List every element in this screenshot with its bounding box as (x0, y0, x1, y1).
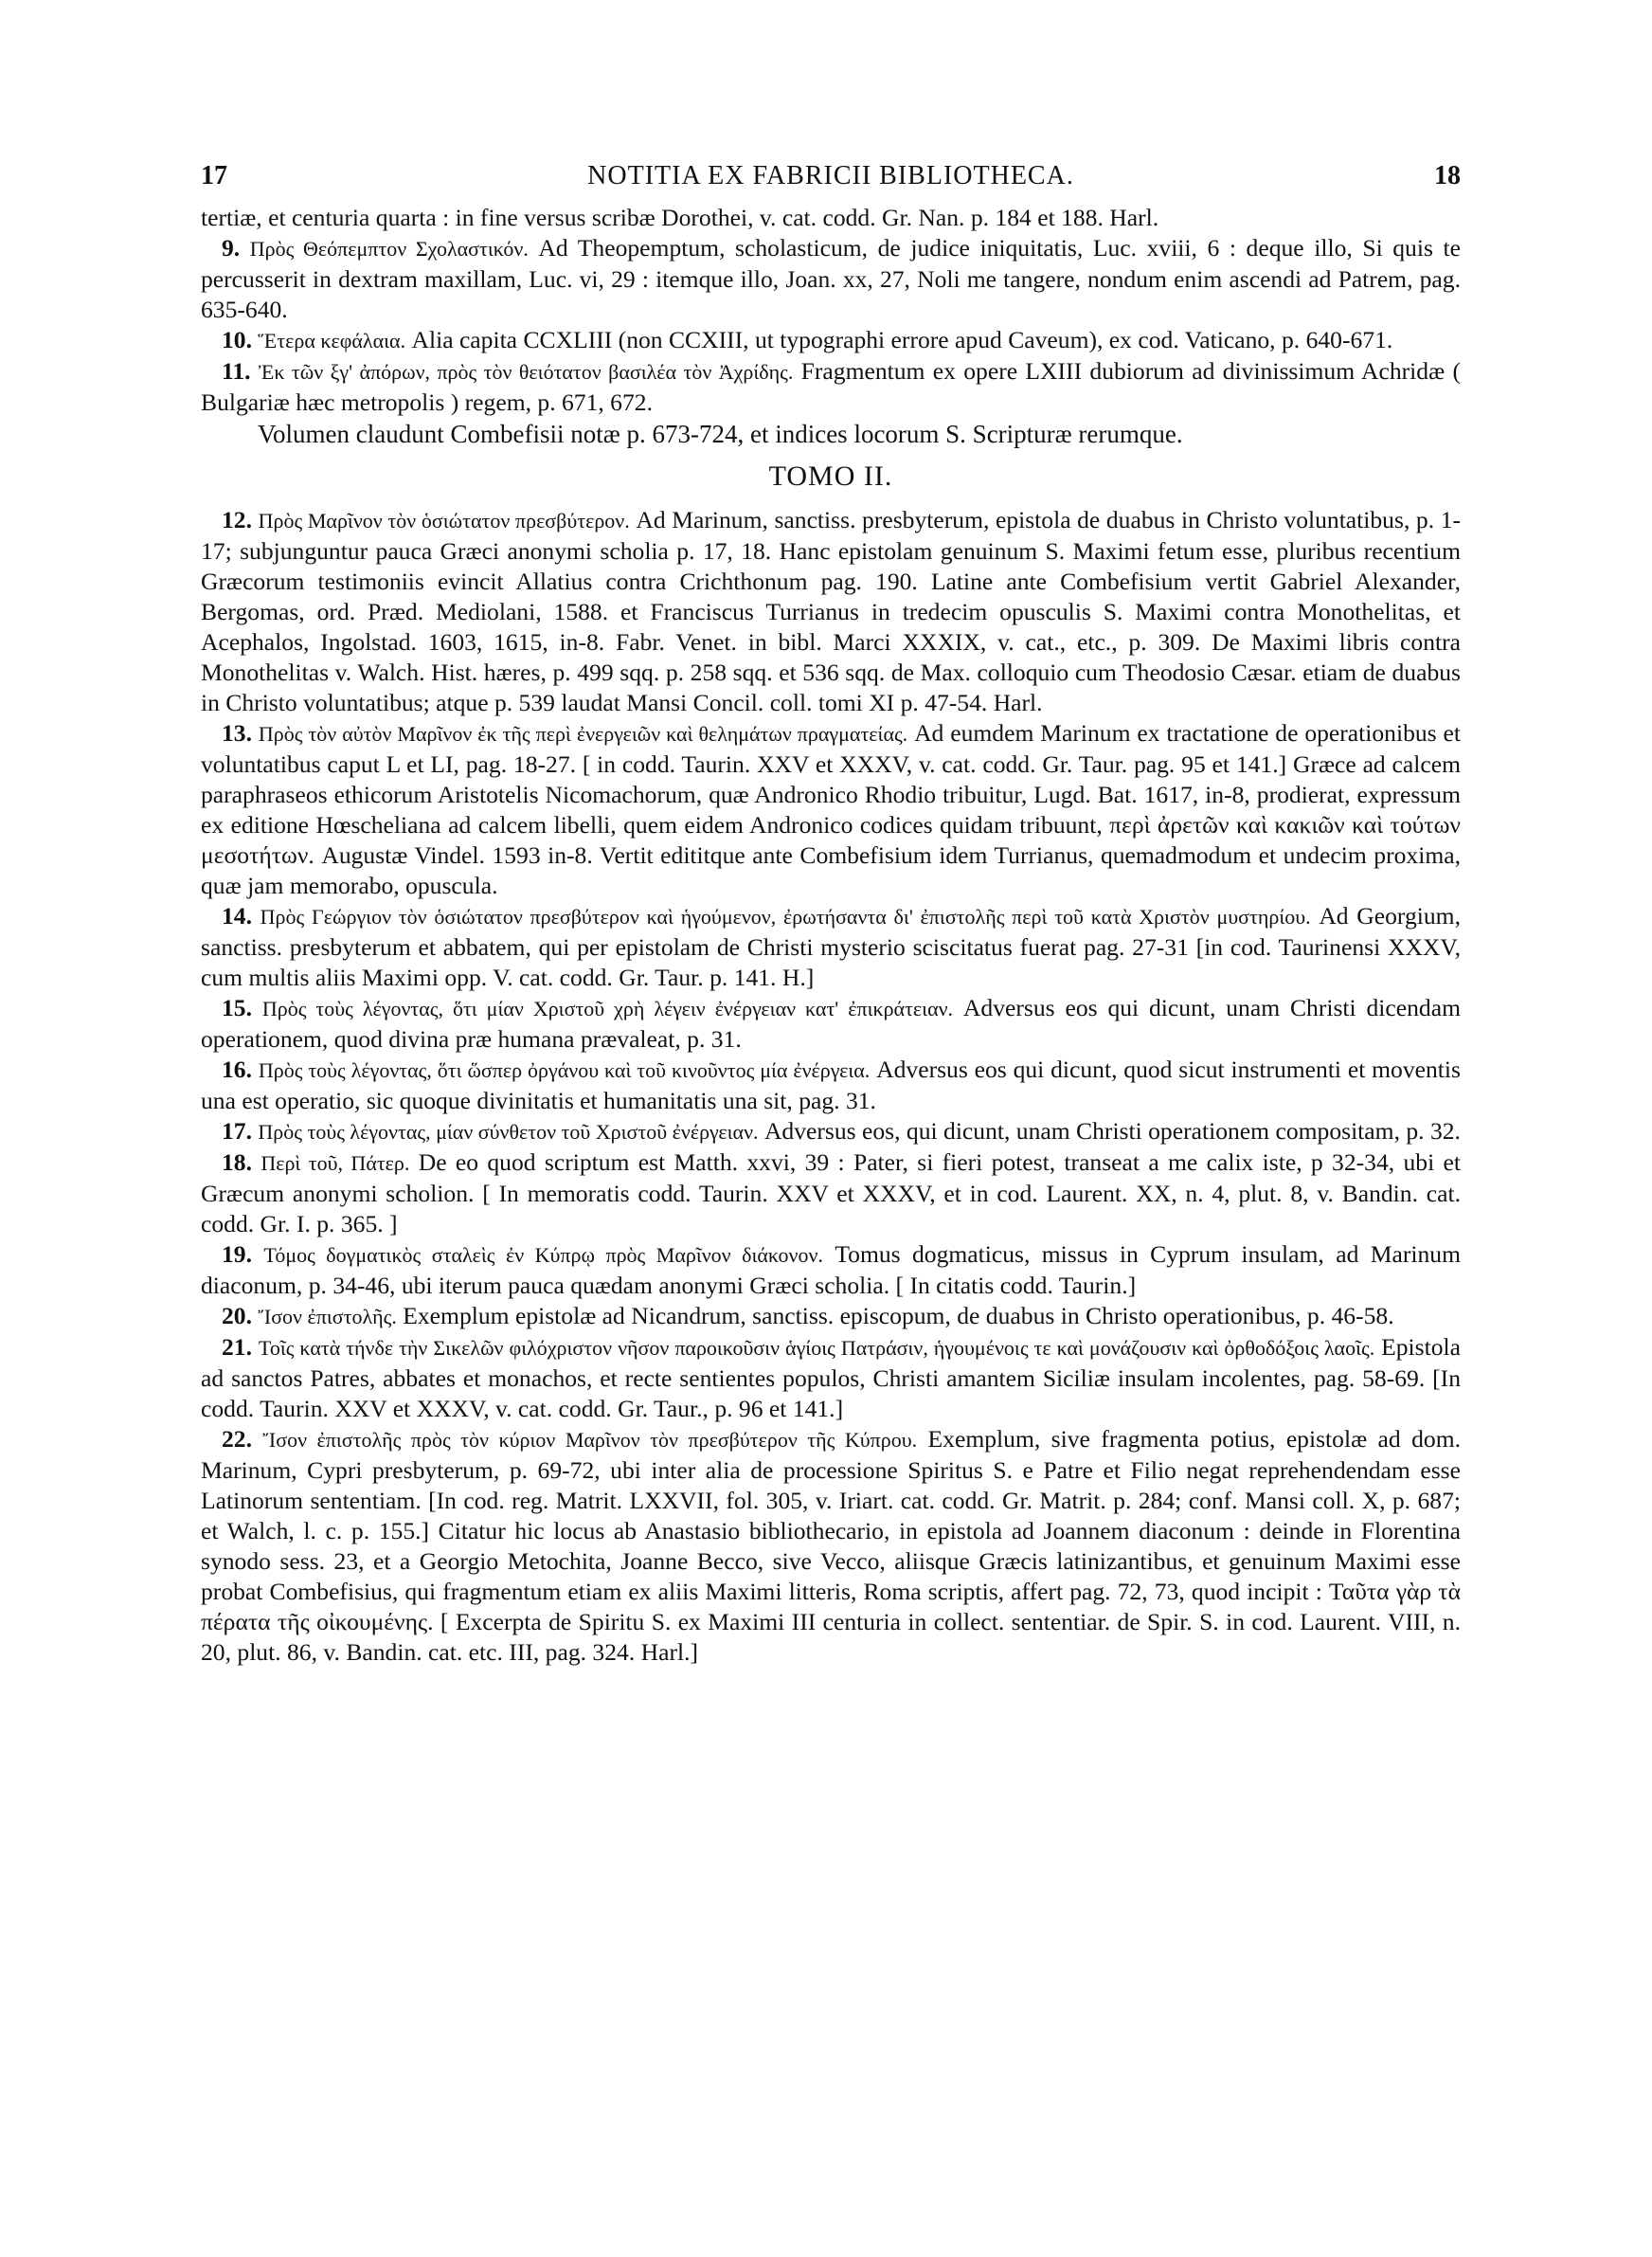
greek-title: Πρὸς τοὺς λέγοντας, ὅτι μίαν Χριστοῦ χρὴ λέγειν ἐνέργειαν κατ' ἐπικράτειαν. (261, 997, 954, 1020)
entry-number: 18. (222, 1148, 252, 1176)
latin-text: Ad Marinum, sanctiss. presbyterum, epistola de duabus in Christo voluntatibus, p. 1-17; subjunguntur pauca Græci anonymi scholia p. 17, 18. Hanc epistolam genuinum S. Maximi fetum esse, pluribus recentium Græcorum testimoniis evincit Allatius contra Crichthonum pag. 190. Latine ante Combefisium vertit Gabriel Alexander, Bergomas, ord. Præd. Mediolani, 1588. et Franciscus Turrianus in tredecim opusculis S. Maximi contra Monothelitas, et Acephalos, Ingolstad. 1603, 1615, in-8. Fabr. Venet. in bibl. Marci XXXIX, v. cat., etc., p. 309. De Maximi libris contra Monothelitas v. Walch. Hist. hæres, p. 499 sqq. p. 258 sqq. et 536 sqq. de Max. colloquio cum Theodosio Cæsar. etiam de duabus in Christo voluntatibus; atque p. 539 laudat Mansi Concil. coll. tomi XI p. 47-54. Harl. (201, 506, 1462, 716)
latin-text: De eo quod scriptum est Matth. xxvi, 39 : Pater, si fieri potest, transeat a me calix iste, p 32-34, ubi et Græcum anonymi scholion. [ In memoratis codd. Taurin. XXV et XXXV, et in cod. Laurent. XX, n. 4, plut. 8, v. Bandin. cat. codd. Gr. I. p. 365. ] (201, 1148, 1461, 1237)
entry-number: 22. (222, 1425, 252, 1453)
entry-number: 10. (222, 326, 252, 353)
volume-closing-note: Volumen claudunt Combefisii notæ p. 673-724, et indices locorum S. Scripturæ rerumque. (258, 420, 1183, 448)
greek-title: Ἐκ τῶν ξγ' ἀπόρων, πρὸς τὸν θειότατον βασιλέα τὸν Ἀχρίδης. (258, 360, 794, 384)
latin-text: Alia capita CCXLIII (non CCXIII, ut typographi errore apud Caveum), ex cod. Vaticano, p. 640-671. (411, 326, 1393, 353)
entry-number: 17. (222, 1117, 252, 1145)
latin-text: Fragmentum ex opere LXIII dubiorum ad divinissimum Achridæ ( Bulgariæ hæc metropolis ) regem, p. 671, 672. (201, 357, 1461, 416)
greek-title: Περὶ τοῦ, Πάτερ. (260, 1151, 410, 1175)
entry-number: 11. (222, 357, 251, 385)
page-number-right: 18 (1434, 161, 1461, 190)
entry-number: 9. (222, 234, 241, 262)
entry-21 (201, 1332, 1461, 1424)
entry-12 (201, 505, 1461, 718)
entry-number: 13. (222, 719, 252, 747)
entry-10 (201, 325, 1461, 356)
section-heading-tomo: TOMO II. (768, 460, 893, 492)
entry-19 (201, 1239, 1461, 1301)
greek-title: Πρὸς τοὺς λέγοντας, μίαν σύνθετον τοῦ Χριστοῦ ἐνέργειαν. (258, 1120, 759, 1144)
greek-title: Πρὸς Γεώργιον τὸν ὁσιώτατον πρεσβύτερον καὶ ἡγούμενον, ἐρωτήσαντα δι' ἐπιστολῆς περὶ τοῦ κατὰ Χριστὸν μυστηρίου. (260, 905, 1311, 929)
entry-16 (201, 1055, 1461, 1116)
latin-text: Epistola ad sanctos Patres, abbates et monachos, et recte sentientes populos, Christi amantem Siciliæ insulam incolentes, pag. 58-69. [In codd. Taurin. XXV et XXXV, v. cat. codd. Gr. Taur., p. 96 et 141.] (201, 1333, 1461, 1422)
entry-13 (201, 718, 1461, 901)
greek-title: Ἴσον ἐπιστολῆς πρὸς τὸν κύριον Μαρῖνον τὸν πρεσβύτερον τῆς Κύπρου. (262, 1428, 918, 1452)
entry-17 (201, 1116, 1461, 1147)
entry-9 (201, 233, 1461, 325)
entry-number: 15. (222, 994, 252, 1021)
latin-text: Exemplum epistolæ ad Nicandrum, sanctiss. episcopum, de duabus in Christo operationibus, p. 46-58. (403, 1302, 1394, 1329)
latin-text: tertiæ, et centuria quarta : in fine versus scribæ Dorothei, v. cat. codd. Gr. Nan. p. 184 et 188. Harl. (201, 204, 1159, 231)
entry-number: 12. (222, 506, 252, 533)
latin-text: Adversus eos qui dicunt, unam Christi dicendam operationem, quod divina præ humana prævaleat, p. 31. (201, 994, 1461, 1053)
entry-18 (201, 1147, 1461, 1239)
entry-number: 21. (222, 1333, 252, 1361)
latin-text: Ad eumdem Marinum ex tractatione de operationibus et voluntatibus caput L et LI, pag. 18-27. [ in codd. Taurin. XXV et XXXV, v. cat. codd. Gr. Taur. pag. 95 et 141.] Græce ad calcem paraphraseos ethicorum Aristotelis Nicomachorum, quæ Andronico Rhodio tribuitur, Lugd. Bat. 1617, in-8, prodierat, expressum ex editione Hœscheliana ad calcem libelli, quem eidem Andronico codices quidam tribuunt, περὶ ἀρετῶν καὶ κακιῶν καὶ τούτων μεσοτήτων. Augustæ Vindel. 1593 in-8. Vertit edititque ante Combefisium idem Turrianus, quemadmodum et undecim proxima, quæ jam memorabo, opuscula. (201, 719, 1461, 899)
entry-number: 19. (222, 1240, 252, 1268)
greek-title: Πρὸς Μαρῖνον τὸν ὁσιώτατον πρεσβύτερον. (258, 509, 630, 533)
entry-number: 14. (222, 902, 252, 930)
paragraph (201, 203, 1461, 233)
page-number-left: 17 (201, 161, 227, 190)
page-body (201, 203, 1461, 1668)
greek-title: Τοῖς κατὰ τήνδε τὴν Σικελῶν φιλόχριστον νῆσον παροικοῦσιν ἁγίοις Πατράσιν, ἡγουμένοις τε καὶ μονάζουσιν καὶ ὀρθοδόξοις λαοῖς. (258, 1336, 1375, 1360)
greek-title: Τόμος δογματικὸς σταλεὶς ἐν Κύπρῳ πρὸς Μαρῖνον διάκονον. (263, 1243, 823, 1267)
latin-text: Ad Theopemptum, scholasticum, de judice iniquitatis, Luc. xviii, 6 : deque illo, Si quis te percusserit in dextram maxillam, Luc. vi, 29 : itemque illo, Joan. xx, 27, Noli me tangere, nondum enim ascendi ad Patrem, pag. 635-640. (201, 234, 1461, 323)
latin-text: Tomus dogmaticus, missus in Cyprum insulam, ad Marinum diaconum, p. 34-46, ubi iterum pauca quædam anonymi Græci scholia. [ In citatis codd. Taurin.] (201, 1240, 1461, 1299)
latin-text: Ad Georgium, sanctiss. presbyterum et abbatem, qui per epistolam de Christi mysterio sciscitatus fuerat pag. 27-31 [in cod. Taurinensi XXXV, cum multis aliis Maximi opp. V. cat. codd. Gr. Taur. p. 141. H.] (201, 902, 1461, 991)
entry-number: 16. (222, 1056, 252, 1083)
latin-text: Adversus eos qui dicunt, quod sicut instrumenti et moventis una est operatio, sic quoque divinitatis et humanitatis una sit, pag. 31. (201, 1056, 1461, 1114)
greek-title: Πρὸς τοὺς λέγοντας, ὅτι ὥσπερ ὀργάνου καὶ τοῦ κινοῦντος μία ἐνέργεια. (258, 1058, 871, 1082)
entry-number: 20. (222, 1302, 252, 1329)
greek-title: Πρὸς Θεόπεμπτον Σχολαστικόν. (249, 237, 529, 261)
entry-11 (201, 356, 1461, 418)
entry-22 (201, 1424, 1461, 1668)
latin-text: Adversus eos, qui dicunt, unam Christi operationem compositam, p. 32. (763, 1117, 1461, 1145)
greek-title: Ἴσον ἐπιστολῆς. (258, 1305, 397, 1328)
entry-20 (201, 1301, 1461, 1332)
latin-text: Exemplum, sive fragmenta potius, epistolæ ad dom. Marinum, Cypri presbyterum, p. 69-72, ubi inter alia de processione Spiritus S. e Patre et Filio negat reprehendendam esse Latinorum sententiam. [In cod. reg. Matrit. LXXVII, fol. 305, v. Iriart. cat. codd. Gr. Matrit. p. 284; conf. Mansi coll. X, p. 687; et Walch, l. c. p. 155.] Citatur hic locus ab Anastasio bibliothecario, in epistola ad Joannem diaconum : deinde in Florentina synodo sess. 23, et a Georgio Metochita, Joanne Becco, sive Vecco, aliisque Græcis latinizantibus, et genuinum Maximi esse probat Combefisius, qui fragmentum etiam ex aliis Maximi litteris, Roma scriptis, affert pag. 72, 73, quod incipit : Ταῦτα γὰρ τὰ πέρατα τῆς οἰκουμένης. [ Excerpta de Spiritu S. ex Maximi III centuria in collect. sententiar. de Spir. S. in cod. Laurent. VIII, n. 20, plut. 86, v. Bandin. cat. etc. III, pag. 324. Harl.] (201, 1425, 1462, 1666)
entry-14 (201, 901, 1461, 993)
running-title: NOTITIA EX FABRICII BIBLIOTHECA. (587, 161, 1074, 190)
greek-title: Πρὸς τὸν αὐτὸν Μαρῖνον ἐκ τῆς περὶ ἐνεργειῶν καὶ θελημάτων πραγματείας. (258, 722, 908, 746)
running-header (201, 161, 1461, 199)
greek-title: Ἕτερα κεφάλαια. (258, 329, 406, 352)
entry-15 (201, 993, 1461, 1055)
